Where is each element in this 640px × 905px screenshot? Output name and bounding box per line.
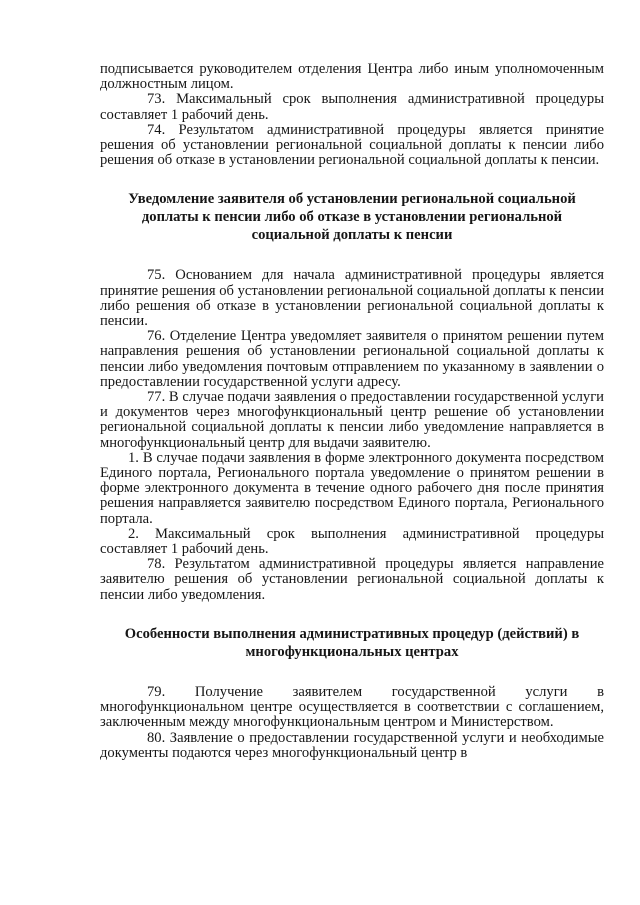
paragraph-77: 77. В случае подачи заявления о предоставлении государственной услуги и документов через многофункциональный центр решение об установлении региональной социальной доплаты к пенсии либо уведомление направляется в многофункциональный центр для выдачи заявителю. — [100, 389, 604, 451]
paragraph-79: 79. Получение заявителем государственной услуги в многофункциональном центре осуществляется в соответствии с соглашением, заключенным между многофункциональным центром и Министерством. — [100, 683, 604, 731]
section-heading-mfc: Особенности выполнения административных процедур (действий) в многофункциональных центрах — [124, 625, 580, 660]
paragraph-74: 74. Результатом административной процедуры является принятие решения об установлении региональной социальной доплаты к пенсии либо решения об отказе в установлении региональной социальной доплаты к пенсии. — [100, 121, 604, 169]
paragraph-78: 78. Результатом административной процедуры является направление заявителю решения об установлении региональной социальной доплаты к пенсии либо уведомления. — [100, 556, 604, 603]
paragraph-77-item-1: 1. В случае подачи заявления в форме электронного документа посредством Единого портала, Регионального портала уведомление о принятом решении в форме электронного документа в течение одного рабочего дня после принятия решения направляется заявителю посредством Единого портала, Регионального портала. — [100, 449, 604, 527]
paragraph-80: 80. Заявление о предоставлении государственной услуги и необходимые документы подаются через многофункциональный центр в — [100, 729, 604, 761]
paragraph-77-item-2: 2. Максимальный срок выполнения административной процедуры составляет 1 рабочий день. — [100, 525, 604, 558]
paragraph-76: 76. Отделение Центра уведомляет заявителя о принятом решении путем направления решения об установлении региональной социальной доплаты к пенсии либо уведомления почтовым отправлением по указанному в заявлении о предоставлении государственной услуги адресу. — [100, 328, 604, 390]
paragraph-continuation: подписывается руководителем отделения Центра либо иным уполномоченным должностным лицом. — [100, 61, 604, 93]
section-heading-notification: Уведомление заявителя об установлении региональной социальной доплаты к пенсии либо об отказе в установлении региональной социальной доплаты к пенсии — [128, 191, 576, 244]
paragraph-75: 75. Основанием для начала административной процедуры является принятие решения об установлении региональной социальной доплаты к пенсии либо решения об отказе в установлении региональной социальной доплаты к пенсии. — [100, 267, 605, 330]
paragraph-73: 73. Максимальный срок выполнения административной процедуры составляет 1 рабочий день. — [100, 91, 604, 123]
